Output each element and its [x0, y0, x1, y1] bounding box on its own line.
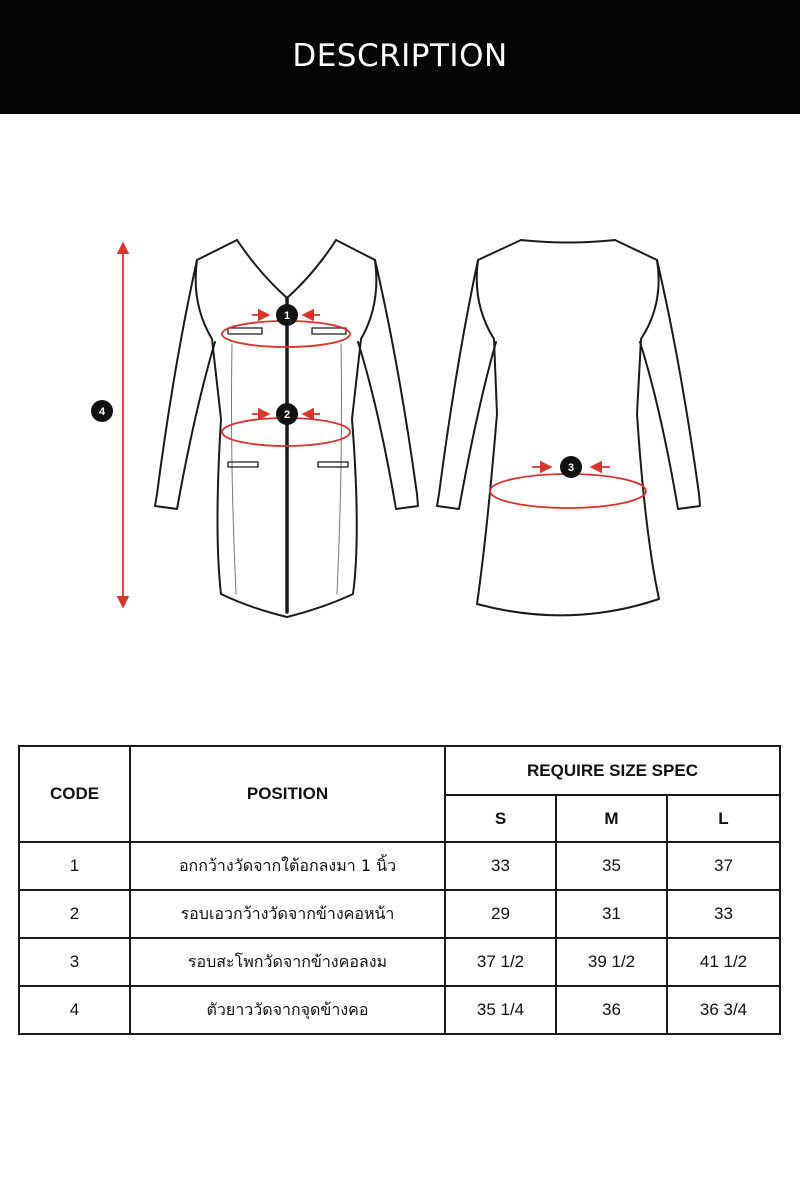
size-m-cell: 31 — [556, 890, 667, 938]
size-s-cell: 37 1/2 — [445, 938, 556, 986]
code-cell: 1 — [19, 842, 130, 890]
table-row — [19, 938, 780, 986]
code-header: CODE — [19, 746, 130, 842]
marker-1-label: 1 — [283, 310, 291, 322]
marker-4-label: 4 — [98, 406, 106, 418]
size-spec-table — [18, 745, 781, 1035]
code-cell: 2 — [19, 890, 130, 938]
page-title: DESCRIPTION — [292, 38, 508, 74]
position-header: POSITION — [130, 746, 445, 842]
measure-hip — [490, 456, 646, 508]
size-spec-header: REQUIRE SIZE SPEC — [445, 746, 780, 795]
back-view-jacket — [437, 240, 700, 615]
size-l-cell: 41 1/2 — [667, 938, 780, 986]
front-view-jacket — [155, 240, 418, 617]
size-l-cell: 33 — [667, 890, 780, 938]
position-cell: รอบเอวกว้างวัดจากข้างคอหน้า — [130, 890, 445, 938]
size-s-cell: 35 1/4 — [445, 986, 556, 1034]
size-m-header: M — [556, 795, 667, 842]
position-cell: อกกว้างวัดจากใต้อกลงมา 1 นิ้ว — [130, 842, 445, 890]
table-row — [19, 842, 780, 890]
table-row — [19, 890, 780, 938]
code-cell: 3 — [19, 938, 130, 986]
size-m-cell: 39 1/2 — [556, 938, 667, 986]
size-l-cell: 36 3/4 — [667, 986, 780, 1034]
marker-2-label: 2 — [283, 409, 291, 421]
size-l-header: L — [667, 795, 780, 842]
measure-length — [91, 244, 123, 606]
header-bar — [0, 0, 800, 114]
size-s-cell: 29 — [445, 890, 556, 938]
size-s-cell: 33 — [445, 842, 556, 890]
table-row — [19, 986, 780, 1034]
marker-3-label: 3 — [567, 462, 575, 474]
garment-diagram — [0, 114, 800, 734]
size-l-cell: 37 — [667, 842, 780, 890]
size-m-cell: 35 — [556, 842, 667, 890]
position-cell: รอบสะโพกวัดจากข้างคอลงม — [130, 938, 445, 986]
code-cell: 4 — [19, 986, 130, 1034]
position-cell: ตัวยาววัดจากจุดข้างคอ — [130, 986, 445, 1034]
size-s-header: S — [445, 795, 556, 842]
size-m-cell: 36 — [556, 986, 667, 1034]
